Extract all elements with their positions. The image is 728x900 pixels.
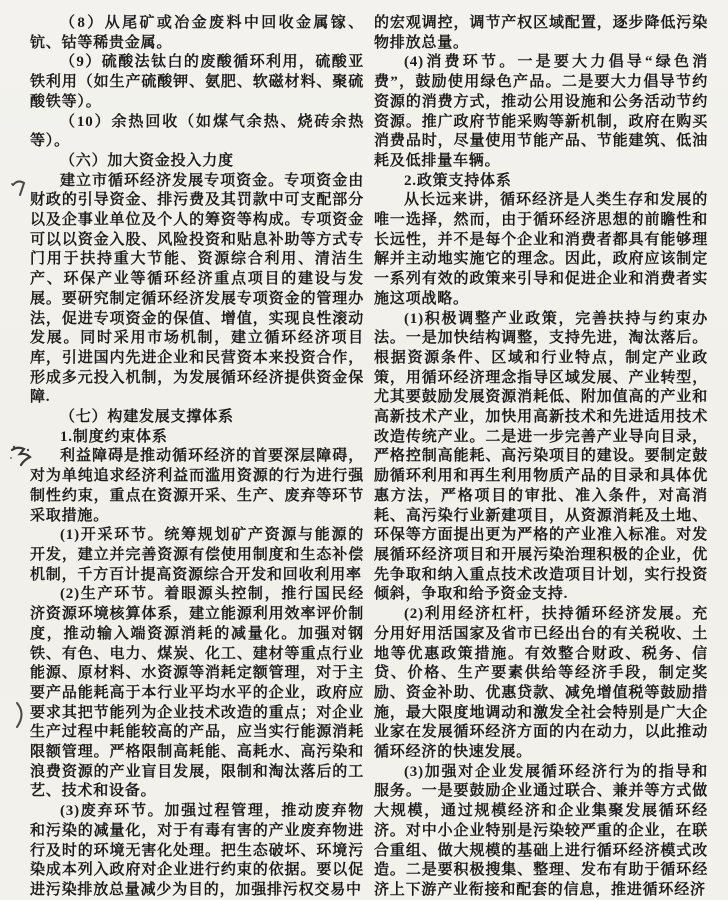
left-column	[30, 14, 364, 900]
paragraph-continuation: 的宏观调控，调节产权区域配置，逐步降低污染物排放总量。	[374, 15, 708, 51]
paragraph-guidance-service: (3)加强对企业发展循环经济行为的指导和服务。一是要鼓励企业通过联合、兼并等方式做大规模，通过规模经济和企业集聚发展循环经济。对中小企业特别是污染较严重的企业，在联合重组、做大规模的基础上进行循环经济模式改造。二是要积极搜集、整理、发布有助于循环经济上下游产业衔接和配套的信息，推进循环经济	[374, 763, 708, 898]
right-column	[374, 14, 708, 900]
paragraph-industry-policy: (1)积极调整产业政策，完善扶持与约束办法。一是加快结构调整，支持先进，淘汰落后。根据资源条件、区域和行业特点，制定产业政策，用循环经济理念指导区域发展、产业转型，尤其要鼓励发展资源消耗低、附加值高的产业和高新技术产业，加快用高新技术和先进适用技术改造传统产业。二是进一步完善产业导向目录，严格控制高能耗、高污染项目的建设。要制定鼓励循环利用和再生利用物质产品的目录和具体优惠方法，严格项目的审批、准入条件，对高消耗、高污染行业新建项目，从资源消耗及土地、环保等方面提出更为严格的产业准入标准。对发展循环经济项目和开展污染治理积极的企业，优先争取和纳入重点技术改造项目计划，实行投资倾斜，争取和给予资金支持.	[374, 310, 708, 603]
pen-mark-hook-icon	[10, 178, 28, 200]
paragraph-long-term-view: 从长远来讲，循环经济是人类生存和发展的唯一选择，然而，由于循环经济思想的前瞻性和长远性，并不是每个企业和消费者都具有能够理解并主动地实施它的理念。因此，政府应该制定一系列有效的政策来引导和促进企业和消费者实施这项战略。	[374, 192, 708, 307]
paragraph-item-8: （8）从尾矿或冶金废料中回收金属镓、钪、钴等稀贵金属。	[30, 15, 364, 51]
heading-system-constraint: 1.制度约束体系	[60, 428, 168, 445]
paragraph-disposal-stage: (3)废弃环节。加强过程管理，推动废弃物和污染的减量化，对于有毒有害的产业废弃物进行及时的环境无害化处理。把生态破坏、环境污染成本列入政府对企业进行约束的依据。要以促进污染排放总量减少为目的，加强排污权交易中	[30, 803, 364, 898]
paragraph-special-fund: 建立市循环经济发展专项资金。专项资金由财政的引导资金、排污费及其罚款中可支配部分以及企事业单位及个人的筹资等构成。专项资金可以以资金入股、风险投资和贴息补助等方式专门用于扶持重大节能、资源综合利用、清洁生产、环保产业等循环经济重点项目的建设与发展。要研究制定循环经济发展专项资金的管理办法，促进专项资金的保值、增值，实现良性滚动发展。同时采用市场机制，建立循环经济项目库，引进国内先进企业和民营资本来投资合作，形成多元投入机制，为发展循环经济提供资金保障.	[30, 172, 364, 406]
paragraph-item-10: （10）余热回收（如煤气余热、烧砖余热等）。	[30, 113, 364, 150]
heading-section-7: （七）构建发展支撑体系	[60, 409, 234, 426]
paragraph-production-stage: (2)生产环节。着眼源头控制，推行国民经济资源环境核算体系，建立能源利用效率评价制度，推动输入端资源消耗的减量化。加强对钢铁、有色、电力、煤炭、化工、建材等重点行业能源、原材料、水资源等消耗定额管理，对于主要产品能耗高于本行业平均水平的企业，政府应要求其把节能列为企业技术改造的重点；对企业生产过程中耗能较高的产品，应当实行能源消耗限额管理。严格限制高耗能、高耗水、高污染和浪费资源的产业盲目发展，限制和淘汰落后的工艺、技术和设备。	[30, 586, 364, 800]
paragraph-item-9: （9）硫酸法钛白的废酸循环利用，硫酸亚铁利用（如生产硫酸钾、氨肥、软磁材料、聚硫酸铁等）。	[30, 54, 364, 110]
heading-policy-support: 2.政策支持体系	[404, 172, 512, 189]
paragraph-consumption-stage: (4)消费环节。一是要大力倡导“绿色消费”，鼓励使用绿色产品。二是要大力倡导节约资源的消费方式，推动公用设施和公务活动节约资源。推广政府节能采购等新机制，政府在购买消费品时，尽量使用节能产品、节能建筑、低油耗及低排量车辆。	[374, 54, 708, 169]
paragraph-mining-stage: (1)开采环节。统筹规划矿产资源与能源的开发，建立并完善资源有偿使用制度和生态补偿机制，千方百计提高资源综合开发和回收利用率	[30, 527, 364, 583]
pen-mark-paren-icon	[14, 700, 28, 730]
heading-section-6: （六）加大资金投入力度	[60, 152, 234, 169]
paragraph-interest-barrier: 利益障碍是推动循环经济的首要深层障碍，对为单纯追求经济利益而滥用资源的行为进行强制性约束，重点在资源开采、生产、废弃等环节采取措施。	[30, 448, 364, 524]
paragraph-economic-lever: (2)利用经济杠杆，扶持循环经济发展。充分用好用活国家及省市已经出台的有关税收、土地等优惠政策措施。有效整合财政、税务、信贷、价格、生产要素供给等经济手段，制定奖励、资金补助、优惠贷款、减免增值税等鼓励措施，最大限度地调动和激发全社会特别是广大企业家在发展循环经济方面的内在动力，以此推动循环经济的快速发展。	[374, 606, 708, 761]
